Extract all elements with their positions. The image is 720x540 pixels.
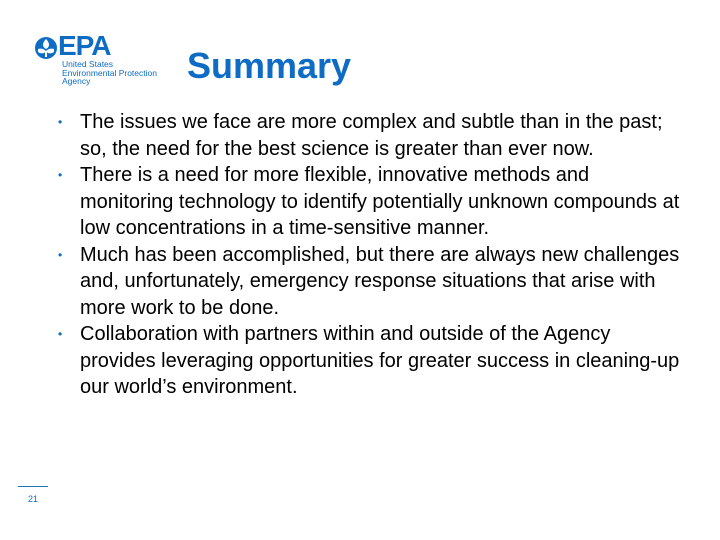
agency-name-line: United States <box>62 59 114 69</box>
epa-wordmark: EPA <box>58 30 111 61</box>
bullet-item <box>58 321 680 401</box>
footer-divider <box>18 486 48 487</box>
epa-logo <box>34 30 184 92</box>
bullet-marker: • <box>58 247 63 262</box>
bullet-item <box>58 242 680 322</box>
bullet-item <box>58 162 680 242</box>
agency-name-line: Agency <box>62 76 91 86</box>
slide-title: Summary <box>187 45 352 86</box>
bullet-list <box>58 109 708 401</box>
epa-flower-icon <box>34 36 58 60</box>
agency-name-line: Environmental Protection <box>62 67 157 78</box>
bullet-marker: • <box>58 115 63 129</box>
bullet-marker: • <box>58 168 63 182</box>
page-number: 21 <box>27 494 38 504</box>
bullet-text: There is a need for more flexible, innovative methods and monitoring technology to identify potentially unknown compounds at low concentrations in a time-sensitive manner. <box>80 164 680 239</box>
bullet-text: Collaboration with partners within and outside of the Agency provides leveraging opportunities for greater success in cleaning-up our world’s environment. <box>80 323 680 398</box>
epa-agency-name <box>62 60 157 86</box>
bullet-text: Much has been accomplished, but there are always new challenges and, unfortunately, emergency response situations that arise with more work to be done. <box>80 243 680 319</box>
bullet-marker: • <box>58 327 63 341</box>
bullet-text: The issues we face are more complex and subtle than in the past; so, the need for the best science is greater than ever now. <box>80 111 663 160</box>
bullet-item <box>58 109 680 162</box>
